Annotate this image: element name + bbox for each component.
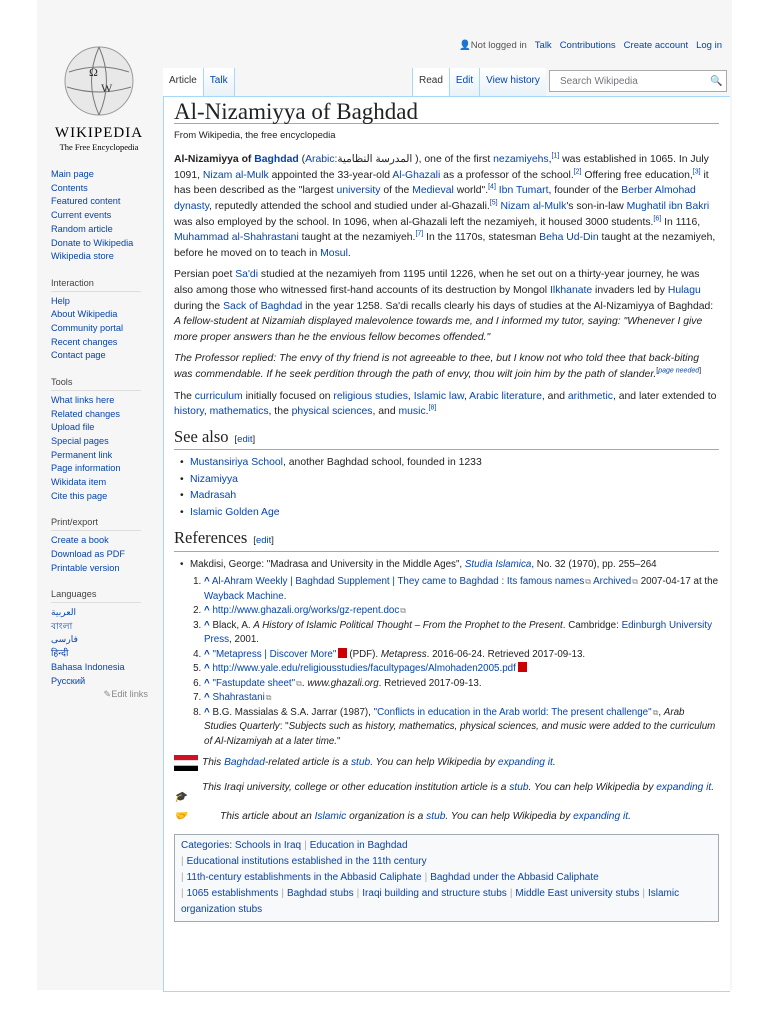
stub-link[interactable]: stub [350,757,371,769]
wikipedia-logo[interactable] [51,42,147,152]
see-also-list [174,455,719,521]
category-link[interactable]: Middle East university stubs [515,888,640,900]
link-arabic-lit[interactable]: Arabic literature [469,390,542,402]
svg-text:W: W [101,81,113,95]
sidebar-item-interaction-3[interactable]: Recent changes [51,336,118,347]
not-logged-in: 👤Not logged in [458,40,527,51]
login-link[interactable]: Log in [696,40,722,51]
sidebar-item-interaction-2[interactable]: Community portal [51,323,123,334]
sidebar-item-print-0[interactable]: Create a book [51,535,109,546]
see-also-link[interactable]: Mustansiriya School [190,457,283,469]
link-nizam[interactable]: Nizam al-Mulk [202,169,269,181]
sidebar-interaction [51,277,161,363]
sidebar-item-main-2[interactable]: Featured content [51,196,121,207]
link-nezamiyehs[interactable]: nezamiyehs [493,154,549,166]
link-arabic[interactable]: Arabic [305,154,335,166]
expand-link[interactable]: expanding it [497,757,553,769]
heading-see-also: See also [edit] [174,429,719,451]
list-item [190,505,719,522]
sidebar [51,168,161,715]
sidebar-tools [51,376,161,503]
sidebar-item-interaction-4[interactable]: Contact page [51,350,106,361]
pdf-icon [518,662,527,672]
list-item [190,488,719,505]
category-link[interactable]: Educational institutions established in the 11th century [186,856,427,868]
category-link[interactable]: Baghdad under the Abbasid Caliphate [430,872,599,884]
category-link[interactable]: 11th-century establishments in the Abbasid Caliphate [186,872,422,884]
category-link[interactable]: Education in Baghdad [309,840,408,852]
link-medieval[interactable]: Medieval [412,185,454,197]
talk-link[interactable]: Talk [534,40,552,51]
ref-link[interactable]: "Conflicts in education in the Arab world: The present challenge" ⧉ [374,707,659,718]
contributions-link[interactable]: Contributions [559,40,616,51]
link-university[interactable]: university [336,185,381,197]
wordmark: WIKIPEDIA [54,125,144,141]
link-shahrastani[interactable]: Muhammad al-Shahrastani [174,232,299,244]
see-also-link[interactable]: Islamic Golden Age [190,506,280,518]
link-bakri[interactable]: Mughatil ibn Bakri [626,200,710,212]
expand-link[interactable]: expanding it [573,810,629,822]
sidebar-item-lang-5[interactable]: Русский [51,675,86,686]
wayback-link[interactable]: Wayback Machine [204,590,284,602]
stub-islamic-link[interactable]: Islamic [314,810,347,822]
namespace-tabs [163,68,235,96]
sidebar-languages [51,588,161,702]
link-islamic-law[interactable]: Islamic law [413,390,464,402]
sidebar-navigation [51,168,161,264]
sidebar-item-lang-2[interactable]: فارسی [51,634,78,645]
print-heading: Print/export [51,516,141,531]
tagline: The Free Encyclopedia [59,142,139,152]
globe-icon [59,42,139,120]
link-ilkhanate[interactable]: Ilkhanate [550,284,593,296]
graduation-cap-icon: 🎓 [174,791,187,803]
stub-notice-baghdad: This Baghdad-related article is a stub. You can help Wikipedia by expanding it. [174,755,719,777]
edit-see-also[interactable]: edit [237,433,253,445]
reference-3: 3. ^ Black, A. A History of Islamic Political Thought – From the Prophet to the Present. Cambridge: Edinburgh University Press, 2001. [204,619,719,648]
handshake-icon: 🤝 [174,810,187,822]
stub-baghdad-link[interactable]: Baghdad [224,757,265,769]
references-list [174,575,719,749]
search-input[interactable] [549,70,727,92]
sidebar-item-tools-7[interactable]: Cite this page [51,490,108,501]
link-hulagu[interactable]: Hulagu [667,284,701,296]
link-religious[interactable]: religious studies [333,390,408,402]
list-item [190,472,719,489]
pencil-icon: ✎ [103,689,112,700]
link-mosul[interactable]: Mosul [320,247,348,259]
article-body [174,100,719,922]
interaction-heading: Interaction [51,277,141,292]
paragraph-curriculum: The curriculum initially focused on religious studies, Islamic law, Arabic literature, and arithmetic, and later extended to history, mathematics, the physical sciences, and music.[8] [174,390,717,418]
category-link[interactable]: Baghdad stubs [286,888,354,900]
paragraph-professor: The Professor replied: The envy of thy friend is not agreeable to thee, but I know not who told thee that back-biting was commendable. If he seek perdition through the path of envy, thou wilt join him by the path of slander.[page needed] [174,353,702,380]
sidebar-item-tools-1[interactable]: Related changes [51,408,120,419]
stub-link[interactable]: stub [426,810,446,822]
sidebar-item-main-3[interactable]: Current events [51,210,112,221]
tools-heading: Tools [51,376,141,391]
sidebar-item-tools-6[interactable]: Wikidata item [51,477,107,488]
link-history[interactable]: history [174,406,204,418]
ref-link[interactable]: http://www.yale.edu/religiousstudies/facultypages/Almohaden2005.pdf [212,663,516,675]
sidebar-item-tools-4[interactable]: Permanent link [51,449,113,460]
sidebar-print [51,516,161,575]
link-ghazali[interactable]: Al-Ghazali [392,169,441,181]
personal-tools [459,40,722,51]
expand-link[interactable]: expanding it [656,781,712,793]
sidebar-item-lang-4[interactable]: Bahasa Indonesia [51,661,125,672]
edit-references[interactable]: edit [255,535,272,547]
sidebar-item-main-1[interactable]: Contents [51,182,88,193]
heading-references: References [edit] [174,530,719,552]
sidebar-item-interaction-1[interactable]: About Wikipedia [51,309,118,320]
link-sack[interactable]: Sack of Baghdad [223,300,303,312]
sidebar-item-tools-3[interactable]: Special pages [51,435,109,446]
page-title: Al-Nizamiyya of Baghdad [174,104,719,124]
reference-bibliography [174,557,719,574]
category-link[interactable]: 1065 establishments [186,888,279,900]
pdf-icon [338,648,347,658]
archived-link[interactable]: Archived ⧉ [593,576,638,587]
sidebar-item-lang-0[interactable]: العربية [51,606,77,617]
svg-text:Ω: Ω [89,65,98,79]
sidebar-item-print-2[interactable]: Printable version [51,562,120,573]
sidebar-item-lang-1[interactable]: বাংলা [51,620,73,631]
edit-links[interactable]: ✎Edit links [103,689,148,700]
list-item: • Makdisi, George: "Madrasa and University in the Middle Ages", Studia Islamica, No. 32 (1970), pp. 255–264 [190,557,719,574]
ref-link[interactable]: Edinburgh University Press [204,619,712,646]
categories-label[interactable]: Categories [181,840,230,852]
sidebar-item-main-5[interactable]: Donate to Wikipedia [51,237,134,248]
ref-link[interactable]: "Metapress | Discover More" [212,648,337,660]
reference-5: 5. ^ http://www.yale.edu/religiousstudies/facultypages/Almohaden2005.pdf [204,662,719,677]
list-item: • Mustansiriya School, another Baghdad school, founded in 1233 [190,455,719,472]
link-arithmetic[interactable]: arithmetic [567,390,613,402]
sidebar-item-print-1[interactable]: Download as PDF [51,548,126,559]
link-beha[interactable]: Beha Ud-Din [539,232,599,244]
reference-8: 8. ^ B.G. Massialas & S.A. Jarrar (1987), "Conflicts in education in the Arab world: The present challenge" ⧉ , Arab Studies Quarterly: "Subjects such as history, mathematics, physical sciences, and music were added to the curriculum of Al-Nizamiyah at a later time." [204,706,719,750]
link-sadi[interactable]: Sa'di [235,269,259,281]
view-tabs [412,68,546,96]
ref-link[interactable]: Al-Ahram Weekly | Baghdad Supplement | They came to Baghdad : Its famous names ⧉ [212,576,591,587]
user-icon: 👤 [458,40,471,51]
link-physical[interactable]: physical sciences [291,406,373,418]
link-baghdad[interactable]: Baghdad [254,154,299,166]
sidebar-item-interaction-0[interactable]: Help [51,295,70,306]
search-placeholder: Search Wikipedia [560,75,638,87]
paragraph-intro: Al-Nizamiyya of Baghdad (Arabic:المدرسة النظامية ), one of the first nezamiyehs,[1] was established in 1065. In July 1091, Nizam al-Mulk appointed the 33-year-old Al-Ghazali as a professor of the school.[2] Offering free education,[3] it has been described as the "largest university of the Medieval world".[4] Ibn Tumart, founder of the Berber Almohad dynasty, reputedly attended the school and studied under al-Ghazali.[5] Nizam al-Mulk's son-in-law Mughatil ibn Bakri was also employed by the school. In 1096, when al-Ghazali left the nezamiyeh, it housed 3000 students.[6] In 1116, Muhammad al-Shahrastani taught at the nezamiyeh.[7] In the 1170s, statesman Beha Ud-Din taught at the nezamiyeh, before he moved on to teach in Mosul. [174,152,716,259]
search-icon[interactable]: 🔍 [710,75,723,87]
see-also-link[interactable]: Madrasah [190,490,237,502]
link-curriculum[interactable]: curriculum [194,390,243,402]
reference-1: 1. ^ Al-Ahram Weekly | Baghdad Supplement | They came to Baghdad : Its famous names ⧉ Archived ⧉ 2007-04-17 at the Wayback Machine. [204,575,719,604]
languages-heading: Languages [51,588,141,603]
iraq-flag-icon [174,755,202,777]
site-subtitle: From Wikipedia, the free encyclopedia [174,129,336,141]
tab-talk[interactable]: Talk [204,68,235,96]
category-link[interactable]: Islamic organization stubs [181,888,680,916]
sidebar-item-tools-2[interactable]: Upload file [51,422,95,433]
link-music[interactable]: music [398,406,426,418]
stub-notice-university: 🎓 This Iraqi university, college or other education institution article is a stub. You can help Wikipedia by expanding it. [174,780,719,806]
link-math[interactable]: mathematics [209,406,269,418]
category-link[interactable]: Iraqi building and structure stubs [362,888,507,900]
tab-edit[interactable]: Edit [449,68,479,96]
ref-link[interactable]: Shahrastani ⧉ [212,692,271,703]
category-box: Categories: Schools in Iraq | Education in Baghdad | Educational institutions established in the 11th century | 11th-century establishments in the Abbasid Caliphate | Baghdad under the Abbasid Caliphate | 1065 establishments | Baghdad stubs | Iraqi building and structure stubs | Middle East university stubs | Islamic organization stubs [174,834,719,922]
tab-article[interactable]: Article [163,68,204,96]
paragraph-sadi: Persian poet Sa'di studied at the nezamiyeh from 1195 until 1226, when he set out on a thirty-year journey, he was also among those who witnessed first-hand accounts of its destruction by Mongol Ilkhanate invaders led by Hulagu during the Sack of Baghdad in the year 1258. Sa'di recalls clearly his days of studies at the Al-Nizamiyya of Baghdad: A fellow-student at Nizamiah displayed malevolence towards me, and I informed my tutor, saying: "Whenever I give more proper answers than he the envious fellow becomes offended." [174,269,714,343]
sidebar-item-main-6[interactable]: Wikipedia store [51,251,114,262]
sidebar-item-tools-5[interactable]: Page information [51,463,121,474]
link-almohad[interactable]: Berber Almohad dynasty [174,185,696,212]
link-nizam2[interactable]: Nizam al-Mulk [500,200,567,212]
sidebar-item-main-0[interactable]: Main page [51,169,94,179]
sidebar-item-lang-3[interactable]: हिन्दी [51,648,69,659]
reference-6: 6. ^ "Fastupdate sheet" ⧉ . www.ghazali.org. Retrieved 2017-09-13. [204,677,719,692]
sidebar-item-tools-0[interactable]: What links here [51,394,115,405]
ref-link[interactable]: "Fastupdate sheet" ⧉ [212,678,301,689]
reference-7: 7. ^ Shahrastani ⧉ [204,691,719,706]
ref-link[interactable]: http://www.ghazali.org/works/gz-repent.doc ⧉ [212,605,406,616]
reference-2: 2. ^ http://www.ghazali.org/works/gz-repent.doc ⧉ [204,604,719,619]
reference-4: 4. ^ "Metapress | Discover More" (PDF). Metapress. 2016-06-24. Retrieved 2017-09-13. [204,648,719,663]
tab-read[interactable]: Read [412,68,449,96]
stub-notice-islamic: 🤝 This article about an Islamic organization is a stub. You can help Wikipedia by expanding it. [174,809,719,825]
stub-link[interactable]: stub [509,781,529,793]
see-also-link[interactable]: Nizamiyya [190,473,238,485]
link-tumart[interactable]: Ibn Tumart [498,185,549,197]
create-account-link[interactable]: Create account [623,40,689,51]
sidebar-item-main-4[interactable]: Random article [51,223,113,234]
tab-history[interactable]: View history [479,68,546,96]
category-link[interactable]: Schools in Iraq [234,840,302,852]
